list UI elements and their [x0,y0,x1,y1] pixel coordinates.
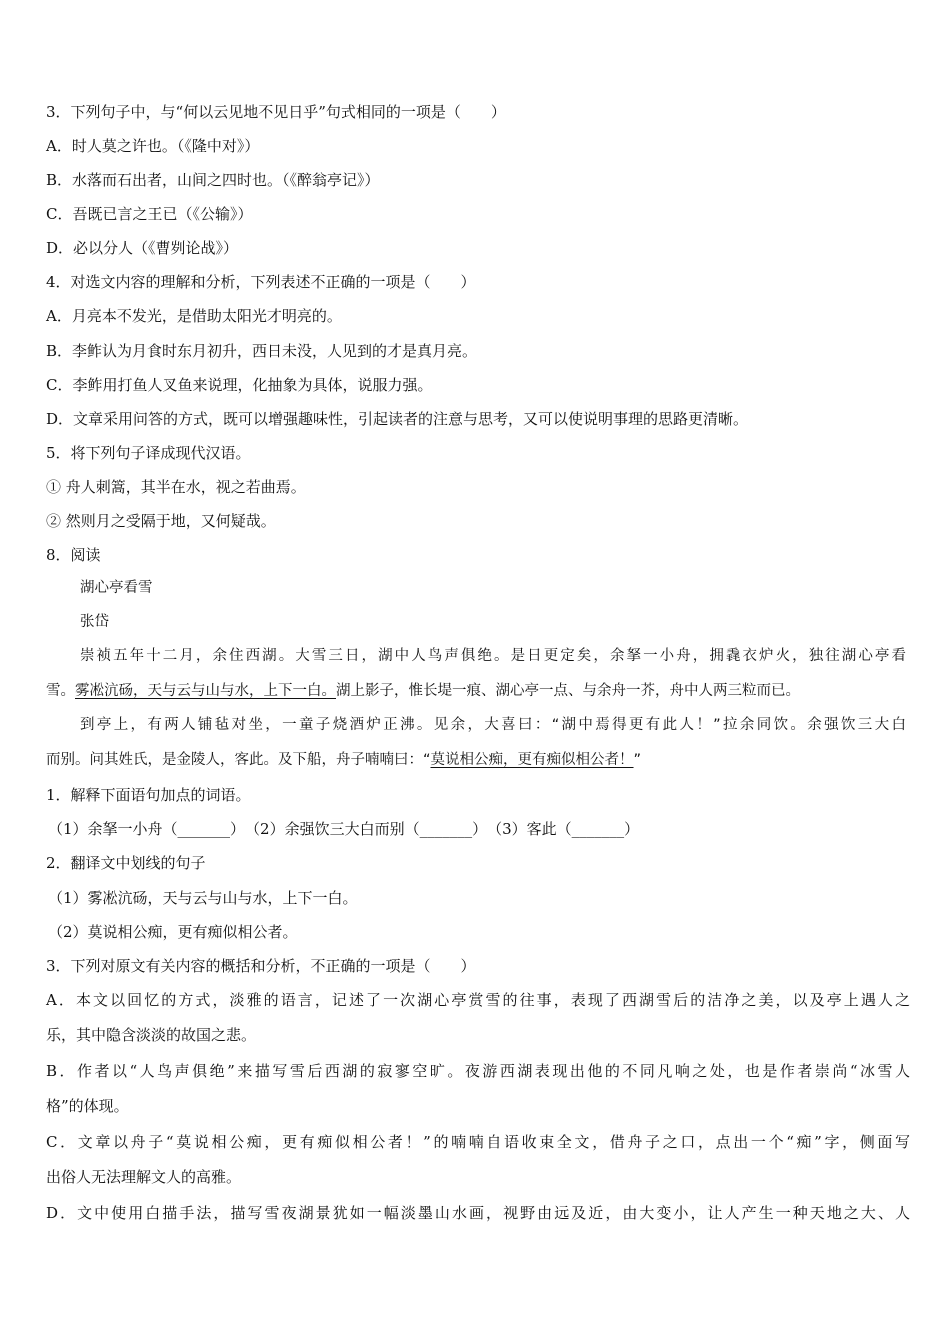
sub-question-3-stem: 3．下列对原文有关内容的概括和分析，不正确的一项是（ ） [46,957,476,975]
question-4-option-b: B．李鲊认为月食时东月初升，西日未没，人见到的才是真月亮。 [46,342,478,360]
question-4-stem: 4．对选文内容的理解和分析，下列表述不正确的一项是（ ） [46,273,476,291]
sub-question-3-option-d-line1: D．文中使用白描手法，描写雪夜湖景犹如一幅淡墨山水画，视野由远及近，由大变小，让人产生一种天地之大、人 [46,1204,910,1222]
passage-p1-rest: 湖上影子，惟长堤一痕、湖心亭一点、与余舟一芥，舟中人两三粒而已。 [336,683,800,699]
sub-question-3-option-c-line1: C．文章以舟子“莫说相公痴，更有痴似相公者！”的喃喃自语收束全文，借舟子之口，点出一个“痴”字，侧面写 [46,1133,910,1151]
question-3-stem: 3．下列句子中，与“何以云见地不见日乎”句式相同的一项是（ ） [46,103,506,121]
passage-p2-end: ” [633,752,642,768]
sub-question-3-option-c-line2: 出俗人无法理解文人的高雅。 [46,1168,242,1186]
passage-p2-line1: 到亭上，有两人铺毡对坐，一童子烧酒炉正沸。见余，大喜曰：“湖中焉得更有此人！”拉余同饮。余强饮三大白 [80,717,906,733]
question-5-sentence-1: ① 舟人刺篙，其半在水，视之若曲焉。 [46,478,306,496]
sub-question-2-sentence-1: （1）雾凇沆砀，天与云与山与水，上下一白。 [48,889,358,907]
sub-question-3-option-b-line2: 格”的体现。 [46,1097,129,1115]
sub-question-1-items: （1）余拏一小舟（_______） （2）余强饮三大白而别（_______） （3）客此（_______） [48,820,640,838]
passage-p1-start: 雪。 [46,683,75,699]
question-4-option-c: C．李鲊用打鱼人叉鱼来说理，化抽象为具体，说服力强。 [46,376,433,394]
passage-p1-underlined: 雾凇沆砀，天与云与山与水，上下一白。 [75,683,336,699]
sub-question-3-option-a-line1: A．本文以回忆的方式，淡雅的语言，记述了一次湖心亭赏雪的往事，表现了西湖雪后的洁净之美，以及亭上遇人之 [46,991,910,1009]
passage-p2-underlined: 莫说相公痴，更有痴似相公者！ [430,752,634,768]
sub-question-1-stem: 1．解释下面语句加点的词语。 [46,786,251,804]
question-3-option-a: A．时人莫之许也。（《隆中对》） [46,137,260,155]
passage-title: 湖心亭看雪 [80,580,153,596]
question-3-option-c: C．吾既已言之王已（《公输》） [46,205,253,223]
passage-p2-line2 [46,750,910,770]
passage-p1-line1: 崇祯五年十二月，余住西湖。大雪三日，湖中人鸟声俱绝。是日更定矣，余拏一小舟，拥毳衣炉火，独往湖心亭看 [80,648,906,664]
sub-question-3-option-a-line2: 乐，其中隐含淡淡的故国之悲。 [46,1026,257,1044]
question-3-option-b: B．水落而石出者，山间之四时也。（《醉翁亭记》） [46,171,380,189]
sub-question-3-option-b-line1: B．作者以“人鸟声俱绝”来描写雪后西湖的寂寥空旷。夜游西湖表现出他的不同凡响之处，也是作者崇尚“冰雪人 [46,1062,910,1080]
sub-question-2-sentence-2: （2）莫说相公痴，更有痴似相公者。 [48,923,298,941]
passage-author: 张岱 [80,614,109,630]
sub-question-2-stem: 2．翻译文中划线的句子 [46,854,206,872]
question-5-stem: 5．将下列句子译成现代汉语。 [46,444,251,462]
question-5-sentence-2: ② 然则月之受隔于地，又何疑哉。 [46,512,276,530]
question-4-option-d: D．文章采用问答的方式，既可以增强趣味性，引起读者的注意与思考，又可以使说明事理的思路更清晰。 [46,410,749,428]
reading-heading: 8．阅读 [46,546,101,564]
passage-p1-line2 [46,681,910,701]
question-3-option-d: D．必以分人（《曹刿论战》） [46,239,239,257]
question-4-option-a: A．月亮本不发光，是借助太阳光才明亮的。 [46,307,342,325]
passage-p2-start: 而别。问其姓氏，是金陵人，客此。及下船，舟子喃喃曰：“ [46,752,431,768]
